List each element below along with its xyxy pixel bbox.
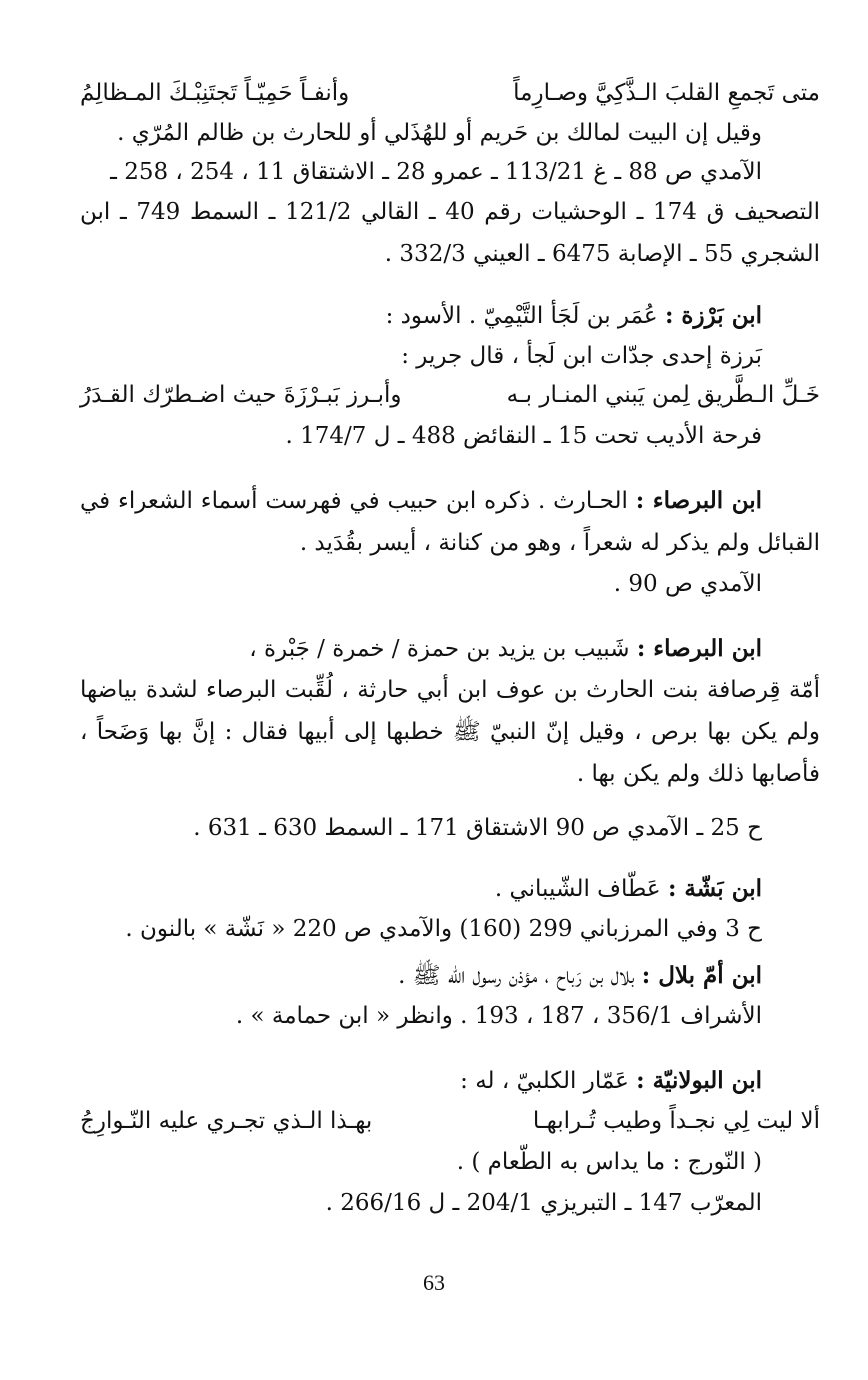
reference-line: الآمدي ص 88 ـ غ 113/21 ـ عمرو 28 ـ الاشتقاق 11 ، 254 ، 258 ـ	[110, 159, 762, 185]
entry-ibn-barza	[386, 301, 762, 331]
verse-first-hemistich: ألا ليت لِي نجـداً وطيب تُـرابهـا	[532, 1108, 820, 1134]
reference-line: الآمدي ص 90 .	[613, 571, 762, 597]
verse-line	[80, 1106, 820, 1136]
verse-second-hemistich: وأنفـاً حَمِيّـاً تَجتَنِبْـكَ المـظالِمُ	[80, 80, 350, 106]
entry-ibn-al-barsa-2	[249, 634, 762, 664]
reference-line: المعرّب 147 ـ التبريزي 204/1 ـ ل 266/16 .	[325, 1190, 762, 1216]
text-line: فأصابها ذلك ولم يكن بها .	[576, 761, 820, 787]
verse-line	[80, 78, 820, 108]
reference-line: التصحيف ق 174 ـ الوحشيات رقم 40 ـ القالي 121/2 ـ السمط 749 ـ ابن	[80, 199, 820, 225]
reference-line: الشجري 55 ـ الإصابة 6475 ـ العيني 332/3 .	[384, 241, 820, 267]
verse-line	[80, 380, 820, 410]
text-line: بَرزة إحدى جدّات ابن لَجأ ، قال جرير :	[401, 343, 762, 369]
entry-text: شَبيب بن يزيد بن حمزة / خمرة / جَبْرة ،	[249, 636, 630, 662]
verse-first-hemistich: متى تَجمعِ القلبَ الـذَّكِيَّ وصـارِماً	[513, 80, 820, 106]
verse-first-hemistich: خَـلِّ الـطَّريق لِمن يَبني المنـار بـه	[506, 382, 820, 408]
text-line: وقيل إن البيت لمالك بن حَريم أو للهُذَلي أو للحارث بن ظالم المُرّي .	[117, 120, 762, 146]
entry-name: ابن البرصاء :	[636, 635, 762, 662]
entry-text: عُمَر بن لَجَأ التَّيْمِيّ . الأسود :	[385, 303, 658, 329]
page-number: 63	[423, 1270, 445, 1295]
reference-line: ح 25 ـ الآمدي ص 90 الاشتقاق 171 ـ السمط 630 ـ 631 .	[193, 815, 762, 841]
reference-line: الأشراف 356/1 ، 187 ، 193 . وانظر « ابن حمامة » .	[235, 1003, 762, 1029]
entry-name: ابن البرصاء :	[635, 487, 762, 514]
verse-second-hemistich: بهـذا الـذي تجـري عليه النّـوارِجُ	[80, 1108, 373, 1134]
verse-second-hemistich: وأبـرز بَبـرْزَةَ حيث اضـطرّك القـدَرُ	[80, 382, 402, 408]
entry-ibn-umm-bilal	[398, 961, 762, 991]
entry-name: ابن أمّ بلال :	[641, 962, 762, 989]
reference-line: فرحة الأديب تحت 15 ـ النقائض 488 ـ ل 174/7 .	[285, 423, 762, 449]
reference-line: ح 3 وفي المرزباني 299 (160) والآمدي ص 220 « نَشّة » بالنون .	[125, 916, 762, 942]
entry-ibn-bashsha	[495, 874, 762, 904]
entry-text: الحـارث . ذكره ابن حبيب في فهرست أسماء الشعراء في	[80, 488, 628, 514]
text-line: أمّة قِرصافة بنت الحارث بن عوف ابن أبي حارثة ، لُقِّبت البرصاء لشدة بياضها	[80, 677, 820, 703]
entry-name: ابن بَشّة :	[667, 875, 762, 902]
entry-ibn-al-bulaniyya	[460, 1066, 762, 1096]
entry-name: ابن البولانيّة :	[636, 1067, 762, 1094]
entry-text: عَمّار الكلبيّ ، له :	[460, 1068, 629, 1094]
text-line: ولم يكن بها برص ، وقيل إنّ النبيّ ﷺ خطبها إلى أبيها فقال : إنَّ بها وَضَحاً ،	[80, 719, 820, 745]
text-line: القبائل ولم يذكر له شعراً ، وهو من كنانة ، أيسر بقُدَيد .	[299, 530, 820, 556]
gloss-line: ( النّورج : ما يداس به الطّعام ) .	[456, 1149, 762, 1175]
entry-text: بلال بن رَباح ، مؤذن رسول الله ﷺ .	[398, 963, 635, 989]
entry-ibn-al-barsa-1	[80, 486, 762, 516]
entry-text: عَطّاف الشّيباني .	[494, 876, 661, 902]
entry-name: ابن بَرْزة :	[664, 302, 762, 329]
